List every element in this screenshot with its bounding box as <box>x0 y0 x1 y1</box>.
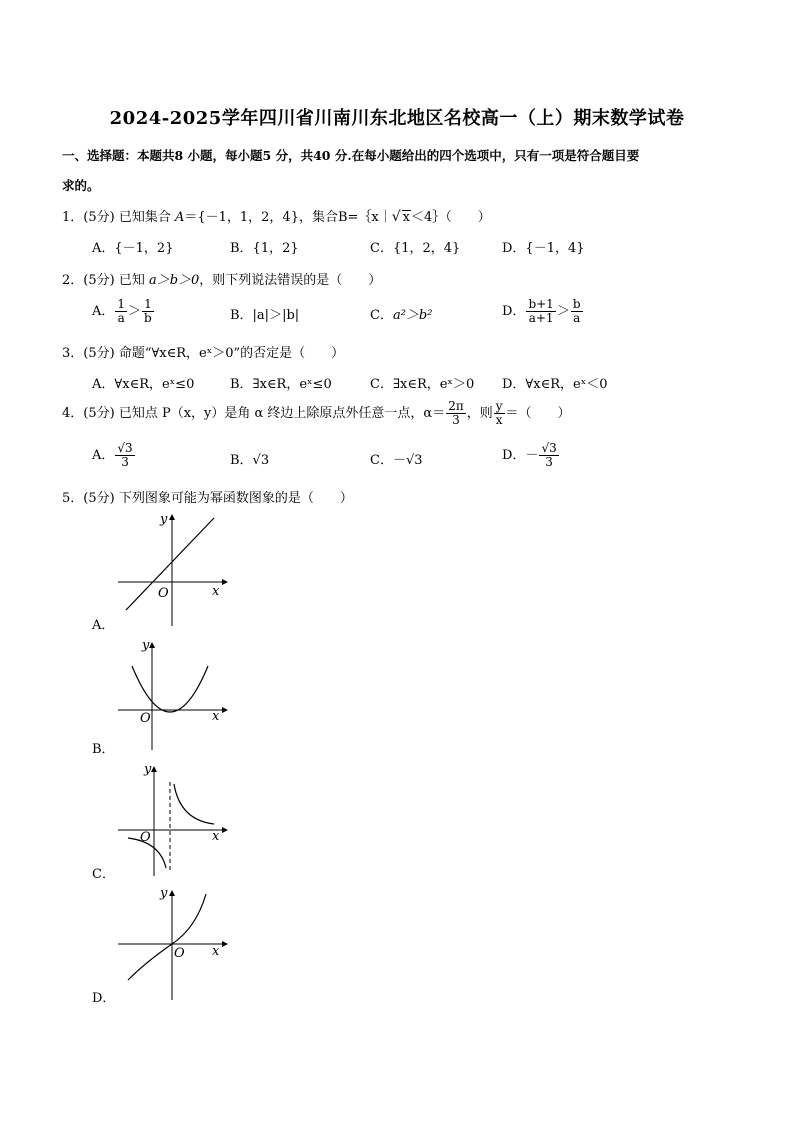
x-arrow-icon <box>222 579 228 585</box>
q2-option-d <box>502 298 584 325</box>
q3-option-a: A．∀x∈R，eˣ≤0 <box>92 377 195 392</box>
q2-condition: a＞b＞0 <box>148 273 200 288</box>
axis-x-text: x <box>212 829 220 844</box>
q2-option-d-frac1 <box>526 298 555 325</box>
graph-d-y-label <box>160 886 167 901</box>
graph-b-y-label <box>142 638 149 653</box>
graph-c-x-label <box>212 829 219 844</box>
q4-stem-c: ＝（ ） <box>505 406 571 421</box>
graph-a-y-label <box>160 512 167 527</box>
page-title: 2024-2025学年四川省川南川东北地区名校高一（上）期末数学试卷 <box>109 108 685 129</box>
frac-num: b+1 <box>528 297 554 311</box>
question-4 <box>62 400 571 427</box>
graph-d-origin <box>174 946 185 961</box>
x-arrow-icon <box>222 827 228 833</box>
frac-den: a <box>117 311 125 325</box>
sqrt-icon: √ <box>391 209 401 225</box>
question-1 <box>62 206 491 225</box>
frac-num: 1 <box>117 297 126 311</box>
q2-option-a-frac2 <box>142 298 154 325</box>
axis-y-text: y <box>160 886 168 901</box>
graph-b-x-label <box>212 709 219 724</box>
q4-ratio-frac <box>494 400 505 427</box>
graph-c <box>118 764 228 876</box>
graph-b-origin <box>140 711 151 726</box>
axis-y-text: y <box>160 512 168 527</box>
q1-stem-b: ＝{－1，1，2，4}，集合B=｛x｜ <box>184 210 392 225</box>
frac-den: 3 <box>452 413 460 427</box>
q1-option-b: B．{1，2} <box>230 241 299 256</box>
question-3: 3．(5分) 命题“∀x∈R，eˣ＞0”的否定是（ ） <box>62 346 345 361</box>
q4-alpha-eq: α＝ <box>423 406 446 421</box>
frac-den: 3 <box>545 455 553 469</box>
q1-option-d: D．{－1，4} <box>502 241 585 256</box>
graph-c-svg <box>118 764 228 876</box>
axis-y-text: y <box>142 638 150 653</box>
graph-a-x-label <box>212 584 219 599</box>
q2-option-a-label: A． <box>92 304 115 319</box>
graph-a-origin <box>158 586 169 601</box>
axis-x-text: x <box>212 584 220 599</box>
q3-option-d: D．∀x∈R，eˣ＜0 <box>502 377 608 392</box>
axis-y-text: y <box>144 762 152 777</box>
y-arrow-icon <box>169 514 175 520</box>
q2-stem-a: 2．(5分) 已知 <box>62 273 149 288</box>
q4-option-d <box>502 442 560 469</box>
q3-option-c: C．∃x∈R，eˣ＞0 <box>370 377 475 392</box>
q1-set-a: A <box>174 210 185 225</box>
q4-option-a-label: A． <box>92 448 115 463</box>
x-arrow-icon <box>222 941 228 947</box>
frac-den: 3 <box>121 455 129 469</box>
q4-option-a-frac <box>115 442 134 469</box>
q1-stem-c: ＜4｝（ ） <box>411 210 491 225</box>
frac-num: y <box>495 399 503 413</box>
graph-b-svg <box>118 640 228 750</box>
q2-option-d-frac2 <box>571 298 583 325</box>
q4-stem-b: ，则 <box>466 406 493 421</box>
graph-a-curve <box>126 518 214 610</box>
q4-option-d-frac <box>539 442 558 469</box>
origin-text: O <box>140 711 151 726</box>
q2-option-a-gt: ＞ <box>128 304 142 319</box>
graph-b-curve <box>132 666 208 712</box>
q1-stem-a: 1．(5分) 已知集合 <box>62 210 175 225</box>
y-arrow-icon <box>169 890 175 896</box>
q2-option-c <box>370 304 432 323</box>
q1-sqrt-var: x <box>402 210 411 225</box>
section-header-line1: 一、选择题：本题共8 小题，每小题5 分，共40 分.在每小题给出的四个选项中，只有一项是符合题目要 <box>62 148 640 163</box>
q5-option-c-label: C． <box>92 867 115 882</box>
y-arrow-icon <box>151 766 157 772</box>
frac-num: 2π <box>448 399 464 413</box>
section-header-line2: 求的。 <box>62 178 100 193</box>
frac-den: b <box>144 311 152 325</box>
origin-text: O <box>140 830 151 845</box>
q4-stem-a: 4．(5分) 已知点 P（x，y）是角 α 终边上除原点外任意一点， <box>62 406 424 421</box>
q3-option-b: B．∃x∈R，eˣ≤0 <box>230 377 332 392</box>
q5-option-d-label: D． <box>92 991 116 1006</box>
graph-c-origin <box>140 830 151 845</box>
axis-x-text: x <box>212 944 220 959</box>
frac-num: √3 <box>117 441 133 455</box>
q2-option-b: B．|a|＞|b| <box>230 308 300 323</box>
q1-option-a: A．{－1，2} <box>92 241 174 256</box>
axis-x-text: x <box>212 709 220 724</box>
q4-option-a <box>92 442 136 469</box>
origin-text: O <box>158 586 169 601</box>
q4-angle-frac <box>446 400 466 427</box>
graph-b <box>118 640 228 750</box>
q5-option-a-label: A． <box>92 618 115 633</box>
q2-option-c-label: C． <box>370 308 393 323</box>
graph-d-curve <box>128 894 206 980</box>
question-2 <box>62 269 381 288</box>
frac-num: √3 <box>541 441 557 455</box>
q2-option-d-label: D． <box>502 304 526 319</box>
q5-option-b-label: B． <box>92 742 115 757</box>
q2-option-d-gt: ＞ <box>556 304 570 319</box>
frac-den: a+1 <box>528 311 554 325</box>
frac-den: x <box>495 413 503 427</box>
y-arrow-icon <box>149 642 155 648</box>
origin-text: O <box>174 946 185 961</box>
frac-den: a <box>573 311 581 325</box>
frac-num: b <box>572 297 581 311</box>
q4-option-c: C．－√3 <box>370 453 423 468</box>
graph-c-y-label <box>144 762 151 777</box>
q4-option-d-label: D． <box>502 448 526 463</box>
q4-option-b: B．√3 <box>230 453 270 468</box>
graph-c-curve-right <box>174 784 214 824</box>
graph-a <box>118 512 228 626</box>
q1-option-c: C．{1，2，4} <box>370 241 461 256</box>
graph-d-x-label <box>212 944 219 959</box>
q2-option-a <box>92 298 155 325</box>
x-arrow-icon <box>222 707 228 713</box>
q4-option-d-sign: － <box>525 448 539 463</box>
frac-num: 1 <box>142 298 154 312</box>
question-5: 5．(5分) 下列图象可能为幂函数图象的是（ ） <box>62 491 353 506</box>
q2-option-a-frac1 <box>115 298 127 325</box>
q2-stem-b: ，则下列说法错误的是（ ） <box>199 273 382 288</box>
graph-a-svg <box>118 512 228 626</box>
q2-option-c-expr: a²＞b² <box>392 308 433 323</box>
